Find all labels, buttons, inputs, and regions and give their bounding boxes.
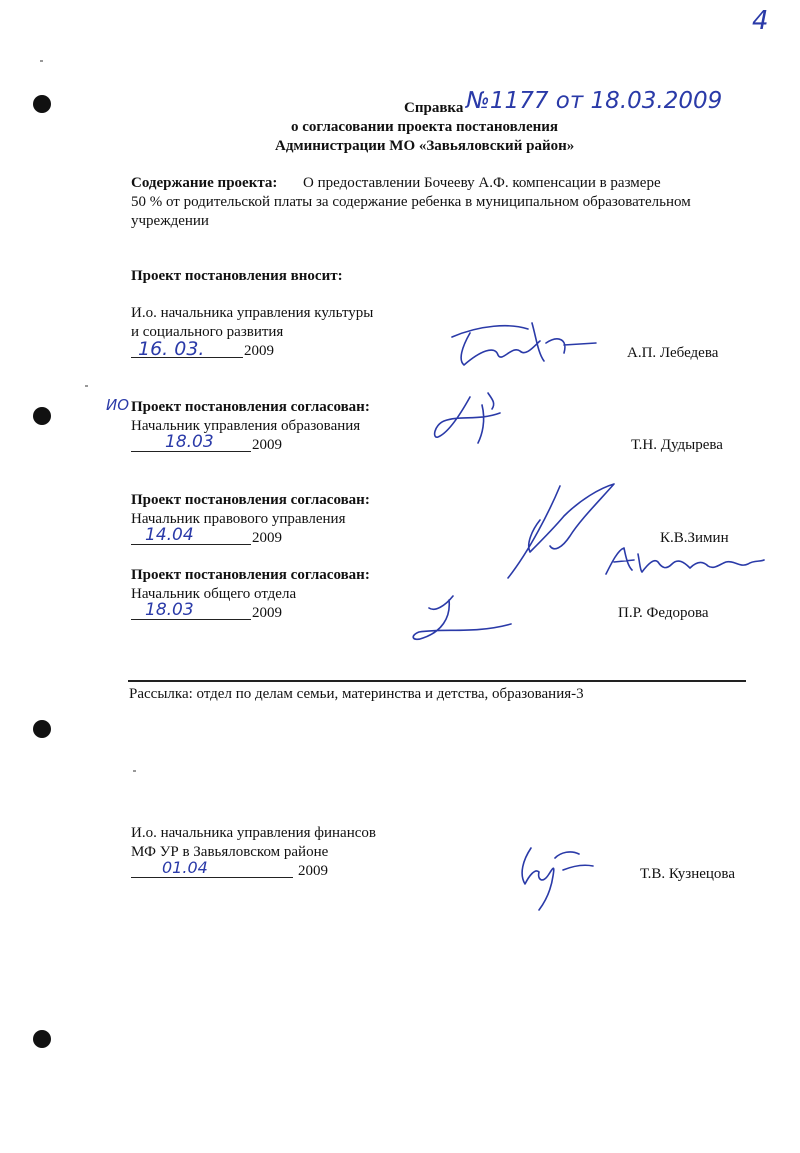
submitter-name: А.П. Лебедева bbox=[627, 345, 719, 361]
approval-3-date: 18.03 bbox=[145, 600, 194, 620]
approval-2-heading: Проект постановления согласован: bbox=[131, 492, 370, 508]
approval-2-date: 14.04 bbox=[145, 525, 194, 545]
page-number: 4 bbox=[752, 6, 769, 36]
approval-2-year: 2009 bbox=[252, 530, 282, 546]
submitter-heading: Проект постановления вносит: bbox=[131, 268, 343, 284]
approval-3-position: Начальник общего отдела bbox=[131, 586, 297, 602]
separator-rule bbox=[128, 680, 746, 682]
approval-1-heading: Проект постановления согласован: bbox=[131, 399, 370, 415]
title-line-2: о согласовании проекта постановления bbox=[291, 119, 559, 135]
finance-position-line-2: МФ УР в Завьяловском районе bbox=[131, 844, 329, 860]
punch-hole bbox=[33, 407, 51, 425]
approval-2-name: К.В.Зимин bbox=[660, 530, 729, 546]
signature-zimin bbox=[480, 480, 620, 590]
approval-1-position: Начальник управления образования bbox=[131, 418, 361, 434]
finance-year: 2009 bbox=[298, 863, 328, 879]
submitter-position-line-1: И.о. начальника управления культуры bbox=[131, 305, 374, 321]
content-line-2: 50 % от родительской платы за содержание ребенка в муниципальном образовательном bbox=[131, 194, 691, 210]
finance-date: 01.04 bbox=[162, 858, 208, 877]
approval-1-date: 18.03 bbox=[165, 432, 214, 452]
punch-hole bbox=[33, 720, 51, 738]
document-title: Справка bbox=[404, 100, 464, 116]
content-line-3: учреждении bbox=[131, 213, 209, 229]
signature-lebedeva bbox=[440, 315, 600, 375]
handwritten-name-extra bbox=[600, 540, 770, 580]
punch-hole bbox=[33, 1030, 51, 1048]
approval-3-year: 2009 bbox=[252, 605, 282, 621]
finance-position-line-1: И.о. начальника управления финансов bbox=[131, 825, 376, 841]
approval-1-name: Т.Н. Дудырева bbox=[631, 437, 723, 453]
submitter-year: 2009 bbox=[244, 343, 274, 359]
submitter-position-line-2: и социального развития bbox=[131, 324, 284, 340]
approval-3-heading: Проект постановления согласован: bbox=[131, 567, 370, 583]
distribution-line: Рассылка: отдел по делам семьи, материнства и детства, образования-3 bbox=[129, 686, 584, 702]
finance-name: Т.В. Кузнецова bbox=[640, 866, 735, 882]
punch-hole bbox=[33, 95, 51, 113]
content-line-1: О предоставлении Бочееву А.Ф. компенсации в размере bbox=[303, 175, 661, 191]
approval-2-position: Начальник правового управления bbox=[131, 511, 346, 527]
signature-fedorova bbox=[405, 590, 515, 650]
approval-3-name: П.Р. Федорова bbox=[618, 605, 709, 621]
handwritten-registration-number: №1177 от 18.03.2009 bbox=[466, 88, 723, 114]
signature-dudyreva bbox=[430, 385, 520, 455]
signature-kuznetsova bbox=[515, 840, 595, 915]
approval-1-prefix: ИО bbox=[106, 396, 130, 414]
content-label: Содержание проекта: bbox=[131, 175, 278, 191]
submitter-date: 16. 03. bbox=[138, 338, 205, 360]
approval-1-year: 2009 bbox=[252, 437, 282, 453]
title-line-3: Администрации МО «Завьяловский район» bbox=[275, 138, 575, 154]
